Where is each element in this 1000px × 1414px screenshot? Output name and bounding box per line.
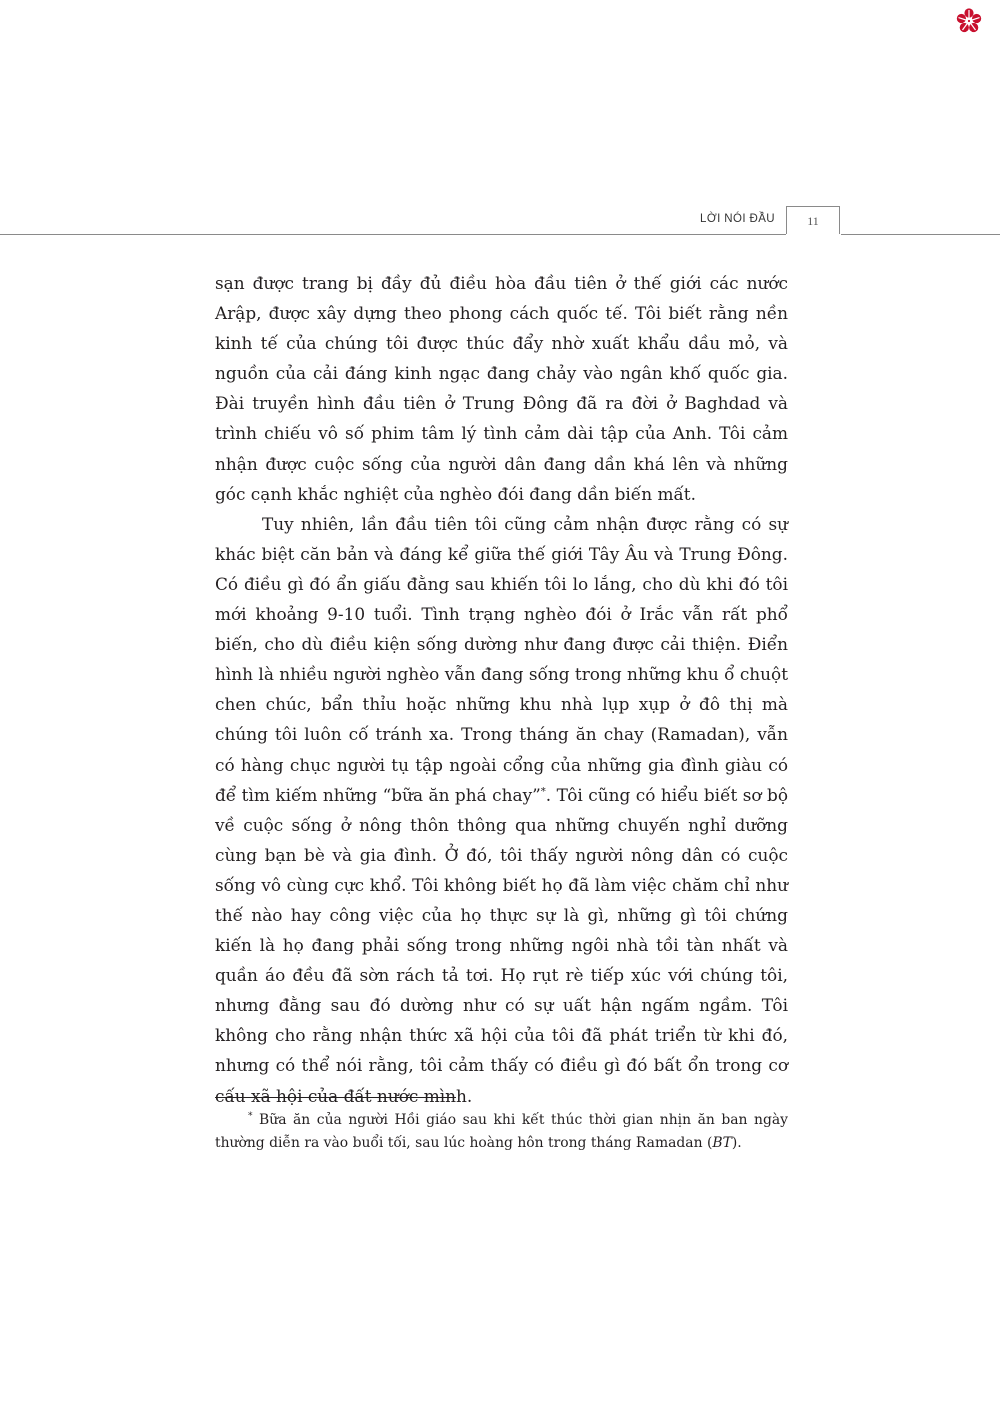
paragraph-1: sạn được trang bị đầy đủ điều hòa đầu tiên ở thế giới các nước Arập, được xây dựng theo phong cách quốc tế. Tôi biết rằng nền kinh tế của chúng tôi được thúc đẩy nhờ xuất khẩu dầu mỏ, và nguồn của cải đáng kinh ngạc đang chảy vào ngân khố quốc gia. Đài truyền hình đầu tiên ở Trung Đông đã ra đời ở Baghdad và trình chiếu vô số phim tâm lý tình cảm dài tập của Anh. Tôi cảm nhận được cuộc sống của người dân đang dần khá lên và những góc cạnh khắc nghiệt của nghèo đói đang dần biến mất. [215,273,788,504]
body-text [215,268,788,1111]
paragraph-2-text-b: . Tôi cũng có hiểu biết sơ bộ về cuộc sống ở nông thôn thông qua những chuyến nghỉ dưỡng cùng bạn bè và gia đình. Ở đó, tôi thấy người nông dân có cuộc sống vô cùng cực khổ. Tôi không biết họ đã làm việc chăm chỉ như thế nào hay công việc của họ thực sự là gì, những gì tôi chứng kiến là họ đang phải sống trong những ngôi nhà tồi tàn nhất và quần áo đều đã sờn rách tả tơi. Họ rụt rè tiếp xúc với chúng tôi, nhưng đằng sau đó dường như có sự uất hận ngấm ngầm. Tôi không cho rằng nhận thức xã hội của tôi đã phát triển từ khi đó, nhưng có thể nói rằng, tôi cảm thấy có điều gì đó bất ổn trong cơ cấu xã hội của đất nước mình. [215,784,788,1106]
paragraph-2-text-a: Tuy nhiên, lần đầu tiên tôi cũng cảm nhận được rằng có sự khác biệt căn bản và đáng kể giữa thế giới Tây Âu và Trung Đông. Có điều gì đó ẩn giấu đằng sau khiến tôi lo lắng, cho dù khi đó tôi mới khoảng 9-10 tuổi. Tình trạng nghèo đói ở Irắc vẫn rất phổ biến, cho dù điều kiện sống dường như đang được cải thiện. Điển hình là nhiều người nghèo vẫn đang sống trong những khu ổ chuột chen chúc, bẩn thỉu hoặc những khu nhà lụp xụp ở đô thị mà chúng tôi luôn cố tránh xa. Trong tháng ăn chay (Ramadan), vẫn có hàng chục người tụ tập ngoài cổng của những gia đình giàu có để tìm kiếm những “bữa ăn phá chay” [215,513,788,805]
paragraph-2 [215,509,788,1111]
header-rule-left [0,234,786,235]
footnote-text-a: Bữa ăn của người Hồi giáo sau khi kết thúc thời gian nhịn ăn ban ngày thường diễn ra vào buổi tối, sau lúc hoàng hôn trong tháng Ramadan ( [215,1112,788,1151]
page-number: 11 [807,214,819,228]
footnote [215,1109,788,1154]
footnote-text-b: ). [731,1134,742,1151]
footnote-reference[interactable]: * [540,785,546,797]
page-number-box [786,206,840,234]
footnote-italic-abbrev: BT [712,1134,732,1151]
running-header-title: LỜI NÓI ĐẦU [700,213,775,225]
header-rule-right [841,234,1000,235]
footnote-separator [215,1097,456,1098]
publisher-flower-logo-icon [956,8,982,34]
footnote-mark: * [248,1111,253,1122]
footnote-paragraph [215,1109,788,1154]
